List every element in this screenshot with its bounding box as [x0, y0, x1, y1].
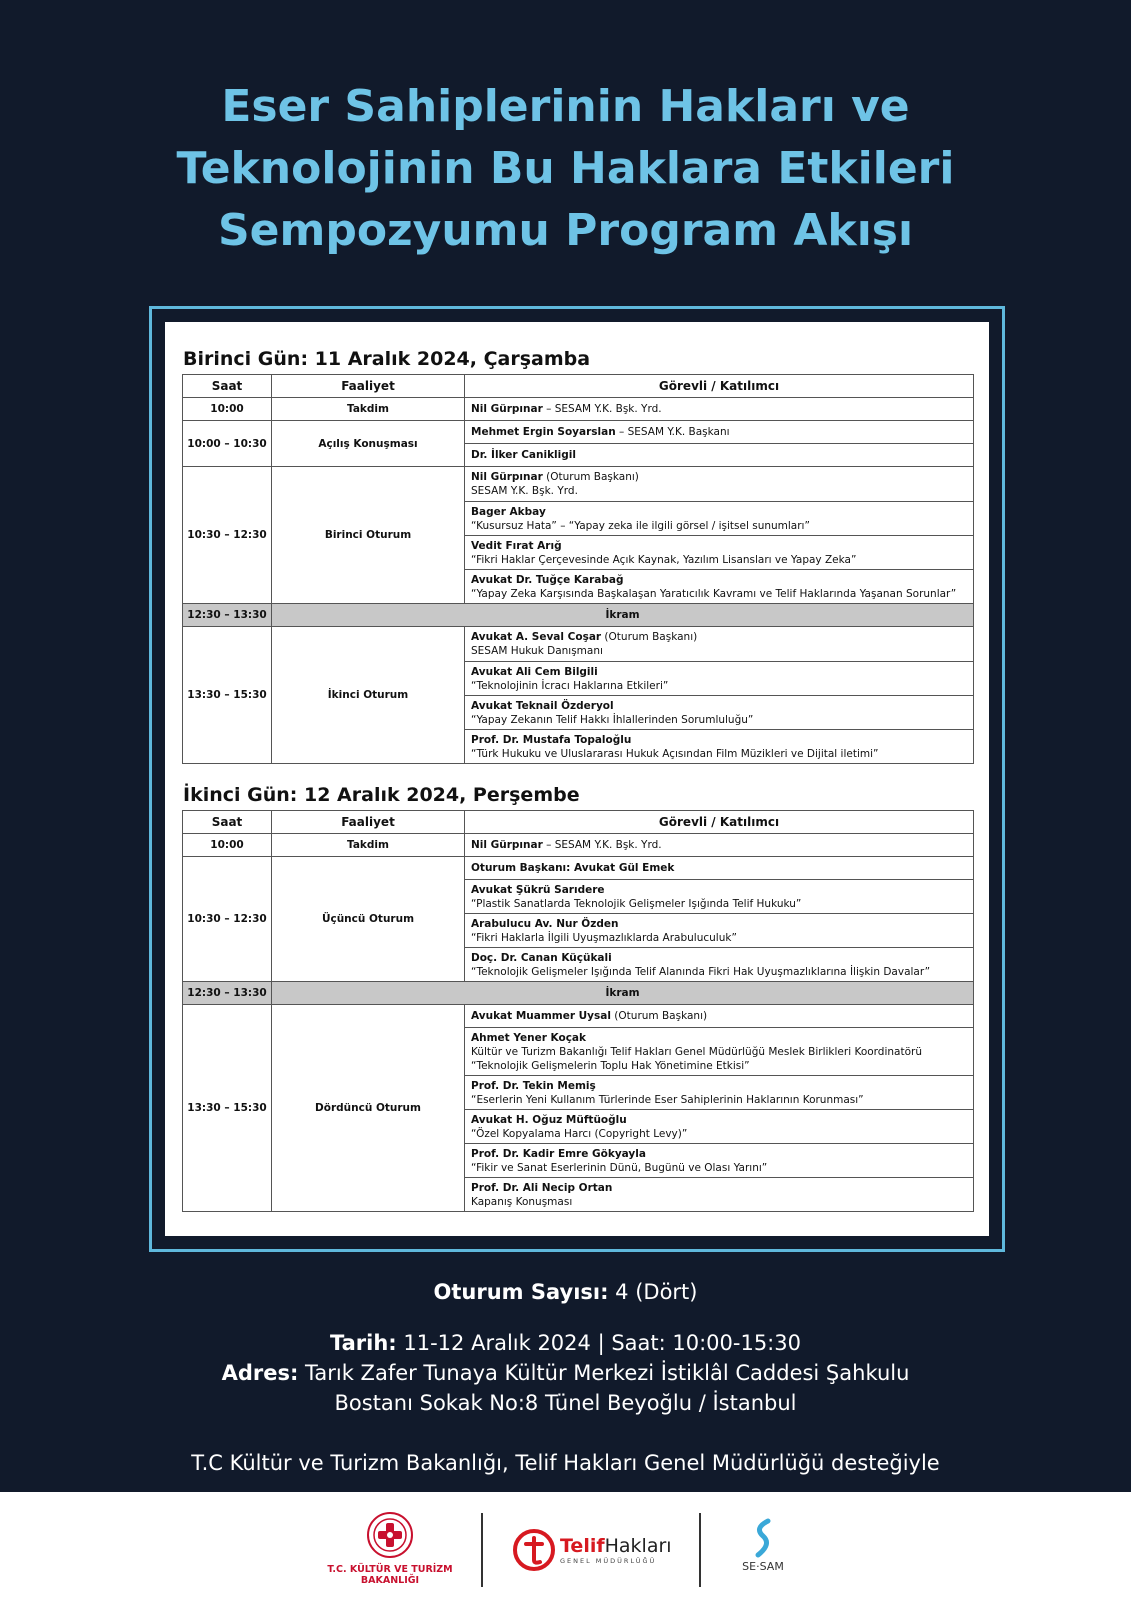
telif-word: Telif: [560, 1535, 605, 1557]
table-row: [183, 627, 974, 662]
participant-cell: [465, 730, 974, 764]
participant-name: Arabulucu Av. Nur Özden: [471, 917, 619, 930]
activity-cell: Birinci Oturum: [272, 467, 465, 604]
time-cell: 13:30 – 15:30: [183, 1005, 272, 1212]
support-note: T.C Kültür ve Turizm Bakanlığı, Telif Hakları Genel Müdürlüğü desteğiyle: [191, 1451, 940, 1475]
header-activity: Faaliyet: [272, 811, 465, 834]
participant-role: – SESAM Y.K. Bşk. Yrd.: [542, 839, 662, 851]
table-row: [183, 1005, 974, 1028]
ministry-name-line2: BAKANLIĞI: [360, 1575, 420, 1586]
title-line-3: Sempozyumu Program Akışı: [217, 205, 914, 256]
participant-name: Prof. Dr. Ali Necip Ortan: [471, 1181, 613, 1194]
activity-cell: Takdim: [272, 834, 465, 857]
day1-schedule-table: [182, 374, 974, 764]
date-value: 11-12 Aralık 2024 | Saat: 10:00-15:30: [396, 1331, 801, 1355]
break-row: [183, 982, 974, 1005]
ministry-emblem-icon: [365, 1510, 415, 1560]
haklari-word: Hakları: [604, 1535, 672, 1557]
table-row: [183, 834, 974, 857]
day2-schedule-table: [182, 810, 974, 1212]
participant-name: Vedit Fırat Arığ: [471, 539, 562, 552]
date-label: Tarih:: [330, 1331, 397, 1355]
participant-cell: [465, 834, 974, 857]
time-cell: 10:30 – 12:30: [183, 857, 272, 982]
table-row: [183, 467, 974, 502]
participant-name: Nil Gürpınar: [471, 471, 543, 483]
participant-cell: [465, 1028, 974, 1076]
participant-role: – SESAM Y.K. Başkanı: [615, 426, 730, 438]
participant-note: (Oturum Başkanı): [610, 1010, 708, 1022]
participant-name: Dr. İlker Canikligil: [471, 449, 576, 461]
participant-name: Doç. Dr. Canan Küçükali: [471, 951, 612, 964]
title-line-1: Eser Sahiplerinin Hakları ve: [221, 81, 910, 132]
talk-title: “Özel Kopyalama Harcı (Copyright Levy)”: [471, 1127, 688, 1140]
telif-logo-icon: [512, 1528, 556, 1572]
telif-haklari-logo: [512, 1528, 672, 1572]
header-time: Saat: [183, 375, 272, 398]
header-time: Saat: [183, 811, 272, 834]
activity-cell: Dördüncü Oturum: [272, 1005, 465, 1212]
participant-name: Avukat Teknail Özderyol: [471, 699, 614, 712]
ministry-name-line1: T.C. KÜLTÜR VE TURİZM: [327, 1564, 453, 1575]
participant-role: – SESAM Y.K. Bşk. Yrd.: [542, 403, 662, 415]
time-cell: 13:30 – 15:30: [183, 627, 272, 764]
activity-cell: İkinci Oturum: [272, 627, 465, 764]
participant-name: Prof. Dr. Mustafa Topaloğlu: [471, 733, 632, 746]
telif-subtitle: GENEL MÜDÜRLÜĞÜ: [560, 1557, 657, 1565]
participant-cell: [465, 502, 974, 536]
talk-title: “Fikir ve Sanat Eserlerinin Dünü, Bugünü ve Olası Yarını”: [471, 1161, 768, 1174]
header-activity: Faaliyet: [272, 375, 465, 398]
event-address-line2: Bostanı Sokak No:8 Tünel Beyoğlu / İstanbul: [334, 1391, 797, 1415]
time-cell: 12:30 – 13:30: [183, 982, 272, 1005]
session-count-label: Oturum Sayısı:: [433, 1280, 609, 1304]
participant-cell: [465, 1178, 974, 1212]
talk-title: “Teknolojik Gelişmelerin Toplu Hak Yönetimine Etkisi”: [471, 1059, 750, 1072]
header-participants: Görevli / Katılımcı: [465, 375, 974, 398]
participant-cell: [465, 948, 974, 982]
table-header-row: [183, 375, 974, 398]
address-value: Tarık Zafer Tunaya Kültür Merkezi İstiklâl Caddesi Şahkulu: [298, 1361, 910, 1385]
sesam-wordmark: SE·SAM: [742, 1560, 784, 1573]
sesam-logo: [728, 1518, 798, 1573]
time-cell: 10:00 – 10:30: [183, 421, 272, 467]
session-count: [0, 1277, 1131, 1307]
participant-name: Mehmet Ergin Soyarslan: [471, 426, 616, 438]
ministry-logo: [327, 1510, 453, 1586]
session-count-value: 4 (Dört): [608, 1280, 698, 1304]
table-row: [183, 421, 974, 444]
participant-cell: [465, 421, 974, 444]
participant-cell: [465, 1144, 974, 1178]
break-label: İkram: [272, 982, 974, 1005]
participant-name: Nil Gürpınar: [471, 403, 543, 415]
talk-title: “Fikri Haklarla İlgili Uyuşmazlıklarda Arabuluculuk”: [471, 931, 737, 944]
participant-name: Nil Gürpınar: [471, 839, 543, 851]
participant-cell: [465, 857, 974, 880]
activity-cell: Üçüncü Oturum: [272, 857, 465, 982]
talk-title: “Kusursuz Hata” – “Yapay zeka ile ilgili görsel / işitsel sunumları”: [471, 519, 810, 532]
talk-title: “Türk Hukuku ve Uluslararası Hukuk Açısından Film Müzikleri ve Dijital iletimi”: [471, 747, 879, 760]
talk-title: “Eserlerin Yeni Kullanım Türlerinde Eser Sahiplerinin Haklarının Korunması”: [471, 1093, 864, 1106]
activity-cell: Açılış Konuşması: [272, 421, 465, 467]
participant-name: Bager Akbay: [471, 505, 546, 518]
logo-divider: [699, 1513, 701, 1587]
participant-name: Prof. Dr. Kadir Emre Gökyayla: [471, 1147, 646, 1160]
event-date: [0, 1328, 1131, 1358]
event-address: [0, 1358, 1131, 1388]
activity-cell: Takdim: [272, 398, 465, 421]
talk-title: “Teknolojinin İcracı Haklarına Etkileri”: [471, 679, 669, 692]
participant-name: Avukat H. Oğuz Müftüoğlu: [471, 1113, 627, 1126]
participant-note: (Oturum Başkanı): [601, 631, 698, 643]
participant-name: Avukat Dr. Tuğçe Karabağ: [471, 573, 624, 586]
telif-wordmark: [560, 1535, 672, 1557]
title-line-2: Teknolojinin Bu Haklara Etkileri: [176, 143, 955, 194]
participant-cell: [465, 662, 974, 696]
header-participants: Görevli / Katılımcı: [465, 811, 974, 834]
participant-name: Prof. Dr. Tekin Memiş: [471, 1079, 596, 1092]
participant-name: Avukat A. Seval Coşar: [471, 631, 602, 643]
participant-name: Ahmet Yener Koçak: [471, 1031, 586, 1044]
participant-cell: [465, 880, 974, 914]
participant-cell: [465, 467, 974, 502]
address-label: Adres:: [221, 1361, 299, 1385]
page-title: [0, 76, 1131, 262]
participant-role: Kültür ve Turizm Bakanlığı Telif Hakları Genel Müdürlüğü Meslek Birlikleri Koordinatörü: [471, 1045, 922, 1058]
talk-title: “Fikri Haklar Çerçevesinde Açık Kaynak, Yazılım Lisansları ve Yapay Zeka”: [471, 553, 857, 566]
logo-divider: [481, 1513, 483, 1587]
talk-title: “Plastik Sanatlarda Teknolojik Gelişmeler Işığında Telif Hukuku”: [471, 897, 802, 910]
talk-title: “Teknolojik Gelişmeler Işığında Telif Alanında Fikri Hak Uyuşmazlıklarına İlişkin Davalar”: [471, 965, 931, 978]
session-chair: Oturum Başkanı: Avukat Gül Emek: [471, 862, 675, 874]
talk-title: “Yapay Zekanın Telif Hakkı İhlallerinden Sorumluluğu”: [471, 713, 754, 726]
participant-role: SESAM Y.K. Bşk. Yrd.: [471, 485, 578, 497]
table-row: [183, 398, 974, 421]
participant-cell: [465, 914, 974, 948]
participant-cell: [465, 444, 974, 467]
time-cell: 10:00: [183, 398, 272, 421]
participant-cell: [465, 398, 974, 421]
break-row: [183, 604, 974, 627]
participant-cell: [465, 696, 974, 730]
participant-cell: [465, 627, 974, 662]
participant-note: (Oturum Başkanı): [542, 471, 639, 483]
talk-title: Kapanış Konuşması: [471, 1195, 573, 1208]
participant-cell: [465, 1076, 974, 1110]
day2-heading: İkinci Gün: 12 Aralık 2024, Perşembe: [183, 784, 580, 806]
time-cell: 10:30 – 12:30: [183, 467, 272, 604]
time-cell: 10:00: [183, 834, 272, 857]
talk-title: “Yapay Zeka Karşısında Başkalaşan Yaratıcılık Kavramı ve Telif Haklarında Yaşanan Sorunlar”: [471, 587, 957, 600]
participant-cell: [465, 536, 974, 570]
participant-name: Avukat Muammer Uysal: [471, 1010, 611, 1022]
participant-role: SESAM Hukuk Danışmanı: [471, 645, 603, 657]
participant-cell: [465, 1005, 974, 1028]
sesam-wave-icon: [748, 1518, 778, 1558]
table-row: [183, 857, 974, 880]
day1-heading: Birinci Gün: 11 Aralık 2024, Çarşamba: [183, 348, 591, 370]
table-header-row: [183, 811, 974, 834]
participant-cell: [465, 570, 974, 604]
participant-name: Avukat Ali Cem Bilgili: [471, 665, 598, 678]
participant-name: Avukat Şükrü Sarıdere: [471, 883, 605, 896]
participant-cell: [465, 1110, 974, 1144]
break-label: İkram: [272, 604, 974, 627]
time-cell: 12:30 – 13:30: [183, 604, 272, 627]
